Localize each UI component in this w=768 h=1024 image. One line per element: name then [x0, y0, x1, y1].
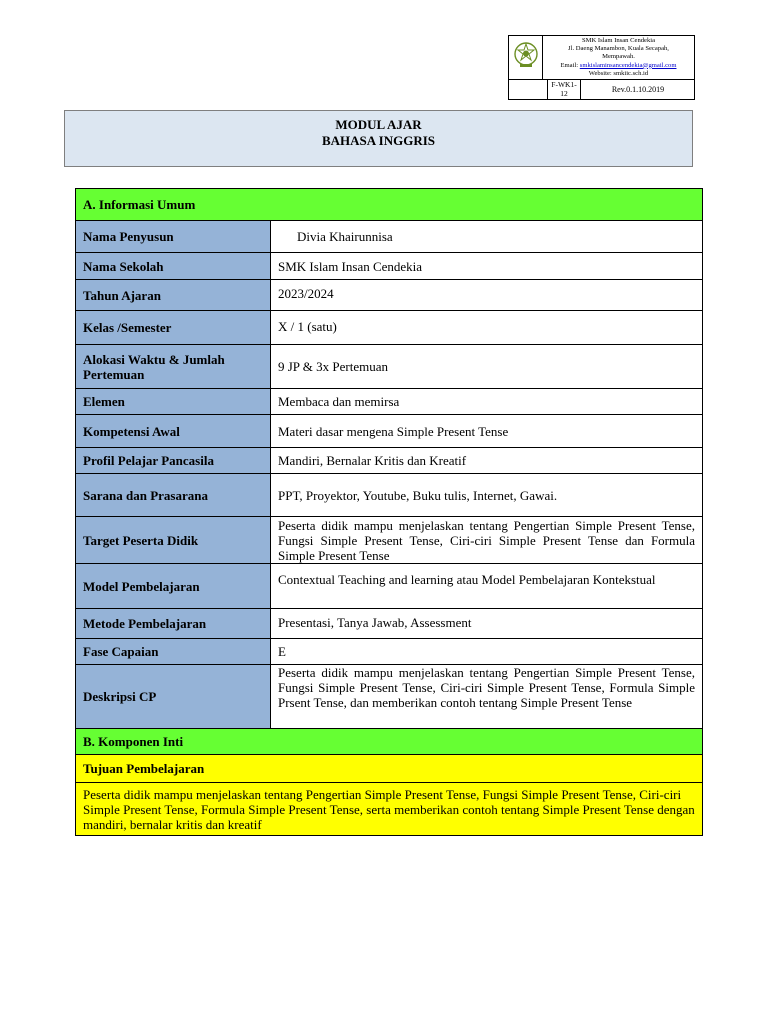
section-b-header-row	[76, 729, 703, 755]
row-label: Nama Penyusun	[76, 221, 271, 253]
email-link[interactable]: smkislaminsancendekia@gmail.com	[579, 61, 677, 69]
row-value: Presentasi, Tanya Jawab, Assessment	[271, 609, 703, 639]
form-code: F-WK1-12	[547, 80, 581, 99]
row-value: Membaca dan memirsa	[271, 389, 703, 415]
row-label: Elemen	[76, 389, 271, 415]
row-label: Alokasi Waktu & Jumlah Pertemuan	[76, 345, 271, 389]
website-label: Website:	[588, 69, 612, 77]
email-label: Email:	[560, 61, 579, 69]
table-row	[76, 564, 703, 609]
row-value: Mandiri, Bernalar Kritis dan Kreatif	[271, 448, 703, 474]
school-info	[543, 37, 694, 78]
table-row	[76, 253, 703, 280]
row-value: 9 JP & 3x Pertemuan	[271, 345, 703, 389]
school-address-1: Jl. Daeng Manambon, Kuala Secapah,	[568, 45, 669, 53]
table-row	[76, 517, 703, 564]
row-label: Profil Pelajar Pancasila	[76, 448, 271, 474]
school-email-line	[543, 62, 694, 70]
objectives-heading: Tujuan Pembelajaran	[76, 755, 703, 783]
row-label: Tahun Ajaran	[76, 280, 271, 311]
module-subject: BAHASA INGGRIS	[321, 133, 436, 148]
section-a-heading: A. Informasi Umum	[76, 189, 703, 221]
row-label: Metode Pembelajaran	[76, 609, 271, 639]
row-value: Peserta didik mampu menjelaskan tentang Pengertian Simple Present Tense, Fungsi Simple Present Tense, Ciri-ciri Simple Present Tense dan Formula Simple Present Tense	[271, 517, 703, 564]
row-value: Divia Khairunnisa	[271, 221, 703, 253]
table-row	[76, 389, 703, 415]
table-row	[76, 311, 703, 345]
row-label: Sarana dan Prasarana	[76, 474, 271, 517]
row-value: Peserta didik mampu menjelaskan tentang Pengertian Simple Present Tense, Fungsi Simple Present Tense, Ciri-ciri Simple Present Tense, Formula Simple Prsent Tense, dan memberikan contoh tentang Simple Present Tense	[271, 665, 703, 729]
row-label: Nama Sekolah	[76, 253, 271, 280]
section-a-header-row	[76, 189, 703, 221]
logo-cell	[509, 36, 543, 79]
row-value: PPT, Proyektor, Youtube, Buku tulis, Internet, Gawai.	[271, 474, 703, 517]
table-row	[76, 609, 703, 639]
row-label: Target Peserta Didik	[76, 517, 271, 564]
table-row	[76, 474, 703, 517]
row-label: Kompetensi Awal	[76, 415, 271, 448]
school-website-line	[543, 70, 694, 78]
revision-number: Rev.0.1.10.2019	[611, 85, 665, 94]
school-name: SMK Islam Insan Cendekia	[581, 37, 656, 44]
row-value: 2023/2024	[271, 280, 703, 311]
objectives-text: Peserta didik mampu menjelaskan tentang Pengertian Simple Present Tense, Fungsi Simple Present Tense, Ciri-ciri Simple Present Tense, Formula Simple Present Tense, serta memberikan contoh tentang Simple Present Tense dengan mandiri, bernalar kritis dan kreatif	[76, 783, 703, 836]
module-title-box	[64, 110, 693, 167]
row-value: SMK Islam Insan Cendekia	[271, 253, 703, 280]
table-row	[76, 280, 703, 311]
section-b-heading: B. Komponen Inti	[76, 729, 703, 755]
row-value: Contextual Teaching and learning atau Model Pembelajaran Kontekstual	[271, 564, 703, 609]
table-row	[76, 448, 703, 474]
row-value: E	[271, 639, 703, 665]
objectives-text-row	[76, 783, 703, 836]
row-label: Kelas /Semester	[76, 311, 271, 345]
document-header-box	[508, 35, 695, 100]
row-label: Model Pembelajaran	[76, 564, 271, 609]
row-label: Deskripsi CP	[76, 665, 271, 729]
table-row	[76, 639, 703, 665]
objectives-heading-row	[76, 755, 703, 783]
row-label: Fase Capaian	[76, 639, 271, 665]
table-row	[76, 221, 703, 253]
row-value: Materi dasar mengena Simple Present Tense	[271, 415, 703, 448]
header-bottom-row	[509, 80, 694, 99]
header-top-row	[509, 36, 694, 80]
website-value: smkiic.sch.id	[613, 69, 649, 77]
school-address-2: Mempawah.	[602, 53, 635, 61]
table-row	[76, 415, 703, 448]
table-row	[76, 345, 703, 389]
row-value: X / 1 (satu)	[271, 311, 703, 345]
module-info-table	[75, 188, 703, 836]
module-title: MODUL AJAR	[335, 117, 422, 132]
table-row	[76, 665, 703, 729]
